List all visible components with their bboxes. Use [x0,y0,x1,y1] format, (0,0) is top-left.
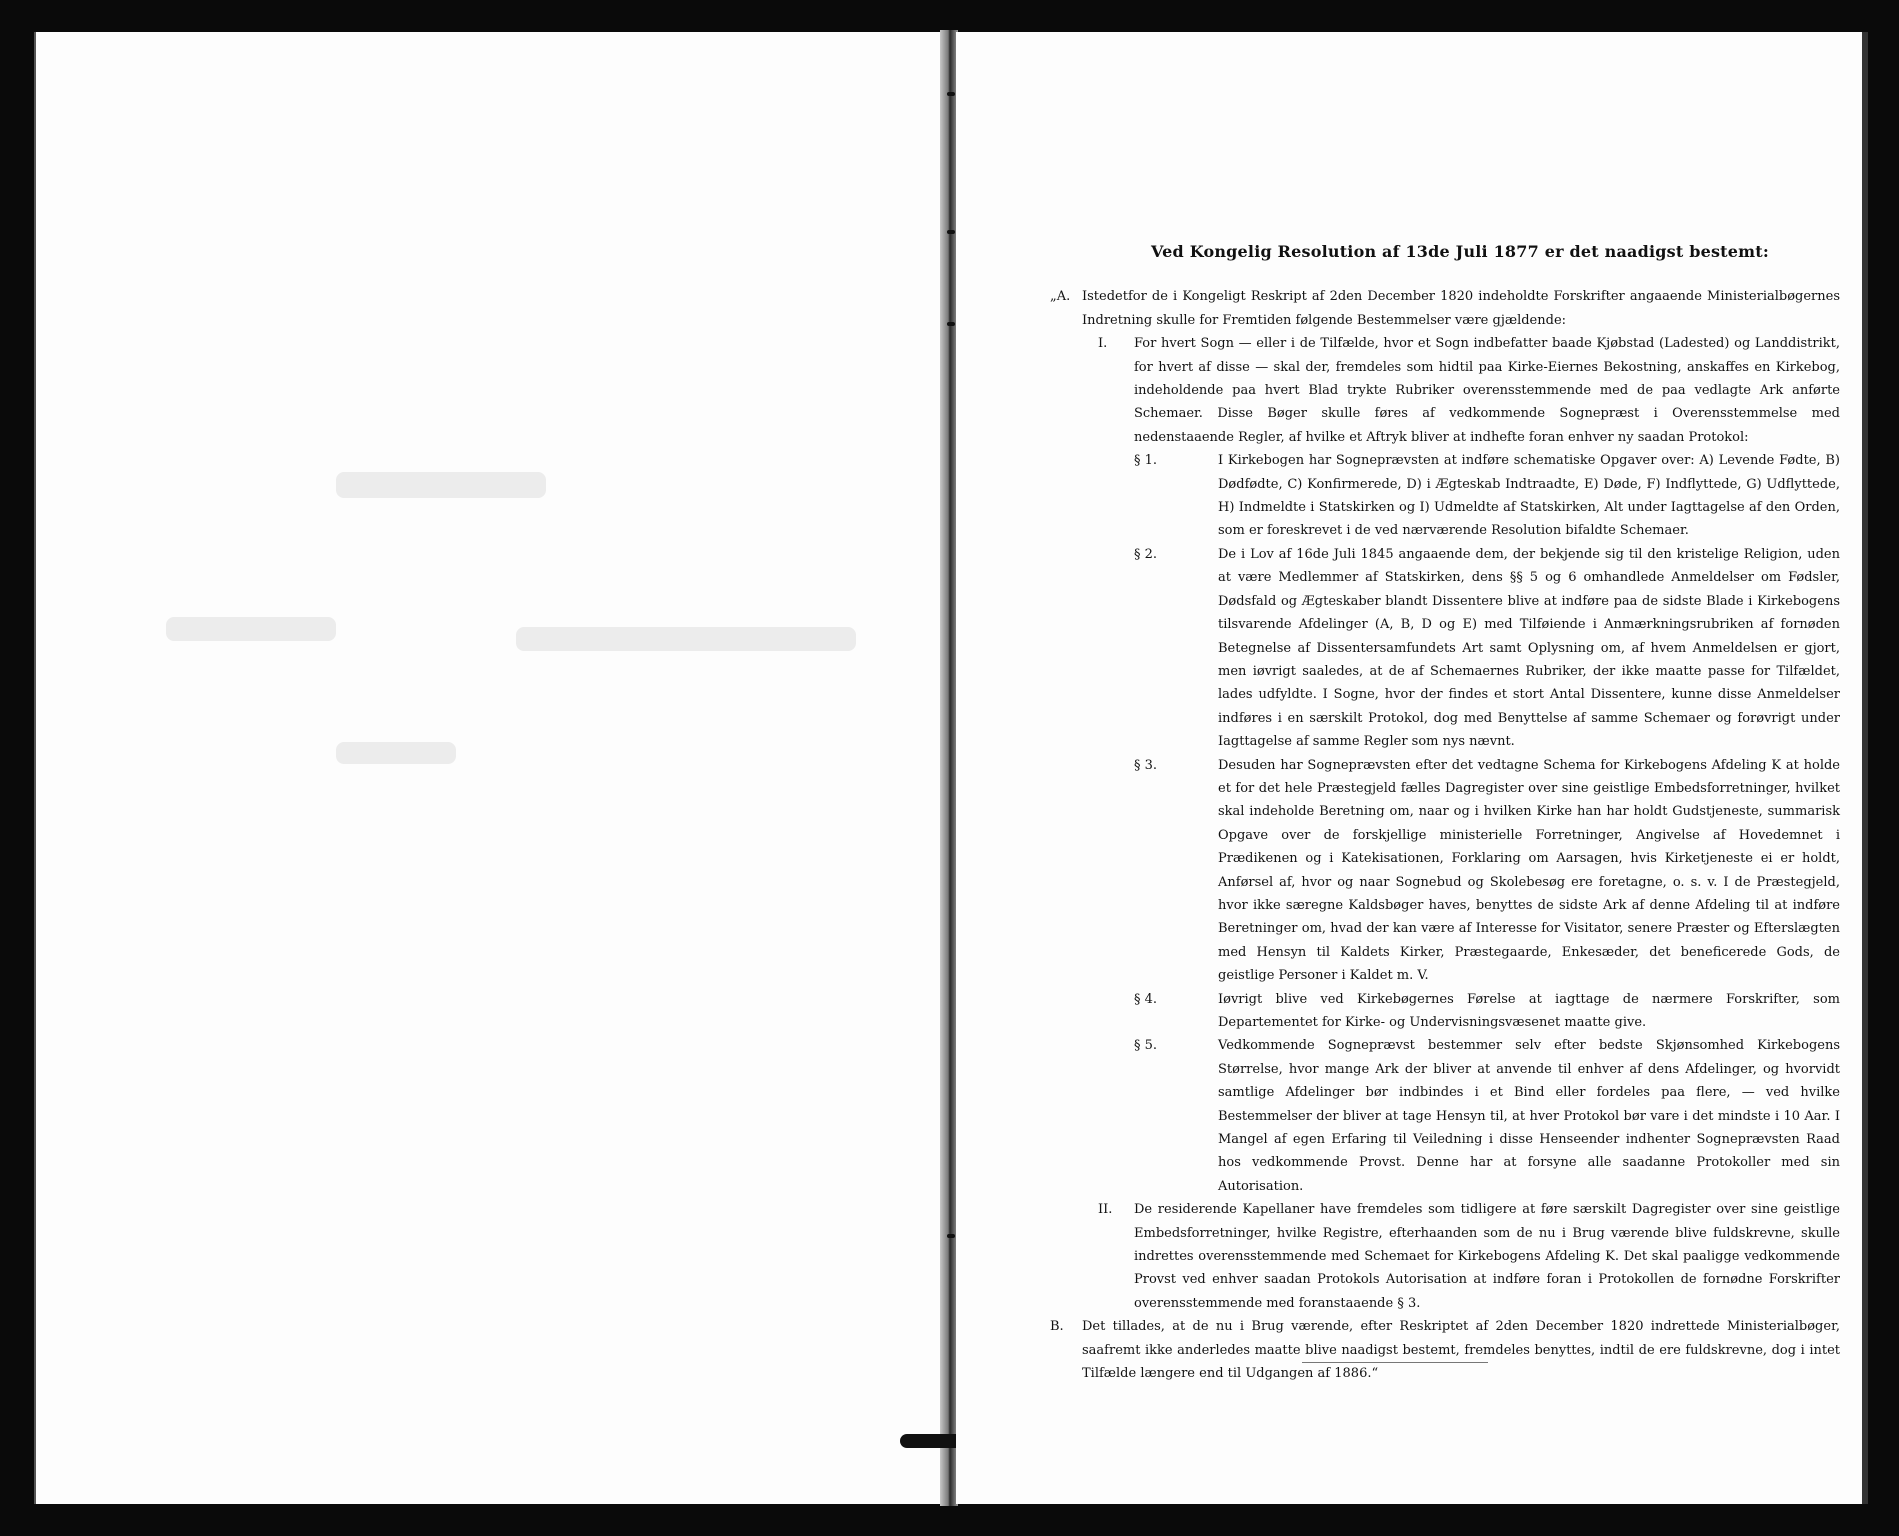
rule-i [1050,332,1840,449]
part-a-text: Istedetfor de i Kongeligt Reskript af 2den December 1820 indeholdte Forskrifter angaaende Ministerialbøgernes Indretning skulle for Fremtiden følgende Bestemmelser være gjældende: [1082,289,1840,328]
section-2 [1134,543,1840,754]
rule-ii-text: De residerende Kapellaner have fremdeles som tidligere at føre særskilt Dagregister over sine geistlige Embedsforretninger, hvilke Registre, efterhaanden som de nu i Brug værende blive fuldskrevne, skulle indrettes overensstemmende med Schemaet for Kirkebogens Afdeling K. Det skal paaligge vedkommende Provst ved enhver saadan Protokols Autorisation at indføre foran i Protokollen de fornødne Forskrifter overensstemmende med foranstaaende § 3. [1134,1202,1840,1311]
rule-ii-label: II. [1098,1202,1113,1218]
section-3 [1134,754,1840,988]
section-label: § 2. [1134,546,1158,562]
bleed-through-smudge [336,472,546,498]
section-label: § 3. [1134,757,1158,773]
closing-rule [1302,1362,1488,1363]
gutter-thread-mark [947,1234,955,1238]
section-4 [1134,988,1840,1035]
left-page-blank [34,32,944,1504]
gutter-thread-mark [947,230,955,234]
part-b-text: Det tillades, at de nu i Brug værende, efter Reskriptet af 2den December 1820 indrettede Ministerialbøger, saafremt ikke anderledes maatte blive naadigst bestemt, fremdeles benyttes, indtil de ere fuldskrevne, dog i intet Tilfælde længere end til Udgangen af 1886.“ [1082,1319,1840,1382]
bleed-through-smudge [516,627,856,651]
part-a-label: „A. [1050,289,1071,305]
section-5 [1134,1034,1840,1198]
bleed-through-smudge [166,617,336,641]
section-text: Iøvrigt blive ved Kirkebøgernes Førelse at iagttage de nærmere Forskrifter, som Departementet for Kirke- og Undervisningsvæsenet maatte give. [1218,991,1840,1030]
section-text: Vedkommende Sogneprævst bestemmer selv efter bedste Skjønsomhed Kirkebogens Størrelse, hvor mange Ark der bliver at anvende til enhver af dens Afdelinger, og hvorvidt samtlige Afdelinger bør indbindes i et Bind eller fordeles paa flere, — ved hvilke Bestemmelser der bliver at tage Hensyn til, at hver Protokol bør vare i det mindste i 10 Aar. I Mangel af egen Erfaring til Veiledning i disse Henseender indhenter Sogneprævsten Raad hos vedkommende Provst. Denne har at forsyne alle saadanne Protokoller med sin Autorisation. [1218,1038,1840,1194]
section-label: § 4. [1134,991,1158,1007]
gutter-thread-mark [947,322,955,326]
part-b [1050,1315,1840,1385]
part-b-label: B. [1050,1319,1064,1335]
section-label: § 5. [1134,1038,1158,1054]
section-text: I Kirkebogen har Sogneprævsten at indføre schematiske Opgaver over: A) Levende Fødte, B) Dødfødte, C) Konfirmerede, D) i Ægteskab Indtraadte, E) Døde, F) Indflyttede, G) Udflyttede, H) Indmeldte i Statskirken og I) Udmeldte af Statskirken, Alt under Iagttagelse af den Orden, som er foreskrevet i de ved nærværende Resolution bifaldte Schemaer. [1218,453,1840,539]
section-text: De i Lov af 16de Juli 1845 angaaende dem, der bekjende sig til den kristelige Religion, uden at være Medlemmer af Statskirken, dens §§ 5 og 6 omhandlede Anmeldelser om Fødsler, Dødsfald og Ægteskaber blandt Dissentere blive at indføre paa de sidste Blade i Kirkebogens tilsvarende Afdelinger (A, B, D og E) med Tilføiende i Anmærkningsrubriken af fornøden Betegnelse af Dissentersamfundets Art samt Oplysning om, af hvem Anmeldelsen er gjort, men iøvrigt saaledes, at de af Schemaernes Rubriker, der ikke maatte passe for Tilfældet, lades udfyldte. I Sogne, hvor der findes et stort Antal Dissentere, kunne disse Anmeldelser indføres i en særskilt Protokol, dog med Benyttelse af samme Schemaer og forøvrigt under Iagttagelse af samme Regler som nys nævnt. [1218,546,1840,750]
bleed-through-smudge [336,742,456,764]
rule-i-text: For hvert Sogn — eller i de Tilfælde, hvor et Sogn indbefatter baade Kjøbstad (Ladested) og Landdistrikt, for hvert af disse — skal der, fremdeles som hidtil paa Kirke-Eiernes Bekostning, anskaffes en Kirkebog, indeholdende paa hvert Blad trykte Rubriker overensstemmende med de paa vedlagte Ark anførte Schemaer. Disse Bøger skulle føres af vedkommende Sognepræst i Overensstemmelse med nedenstaaende Regler, af hvilke et Aftryk bliver at indhefte foran enhver ny saadan Protokol: [1134,336,1840,445]
section-list [1050,449,1840,1198]
document-title: Ved Kongelig Resolution af 13de Juli 1877 er det naadigst bestemt: [1151,242,1769,261]
section-label: § 1. [1134,453,1158,469]
gutter-thread-mark [947,92,955,96]
rule-i-label: I. [1098,336,1108,352]
section-1 [1134,449,1840,543]
rule-ii [1050,1198,1840,1315]
part-a [1050,285,1840,332]
resolution-text [1050,240,1840,1386]
section-text: Desuden har Sogneprævsten efter det vedtagne Schema for Kirkebogens Afdeling K at holde et for det hele Præstegjeld fælles Dagregister over sine geistlige Embedsforretninger, hvilket skal indeholde Beretning om, naar og i hvilken Kirke han har holdt Gudstjeneste, summarisk Opgave over de forskjellige ministerielle Forretninger, Angivelse af Hovedemnet i Prædikenen og i Katekisationen, Forklaring om Aarsagen, hvis Kirketjeneste ei er holdt, Anførsel af, hvor og naar Sognebud og Skolebesøg ere foretagne, o. s. v. I de Præstegjeld, hvor ikke særegne Kaldsbøger haves, benyttes de sidste Ark af denne Afdeling til at indføre Beretninger om, hvad der kan være af Interesse for Visitator, senere Præster og Efterslægten med Hensyn til Kaldets Kirker, Præstegaarde, Enkesæder, det beneficerede Gods, de geistlige Personer i Kaldet m. V. [1218,757,1840,984]
